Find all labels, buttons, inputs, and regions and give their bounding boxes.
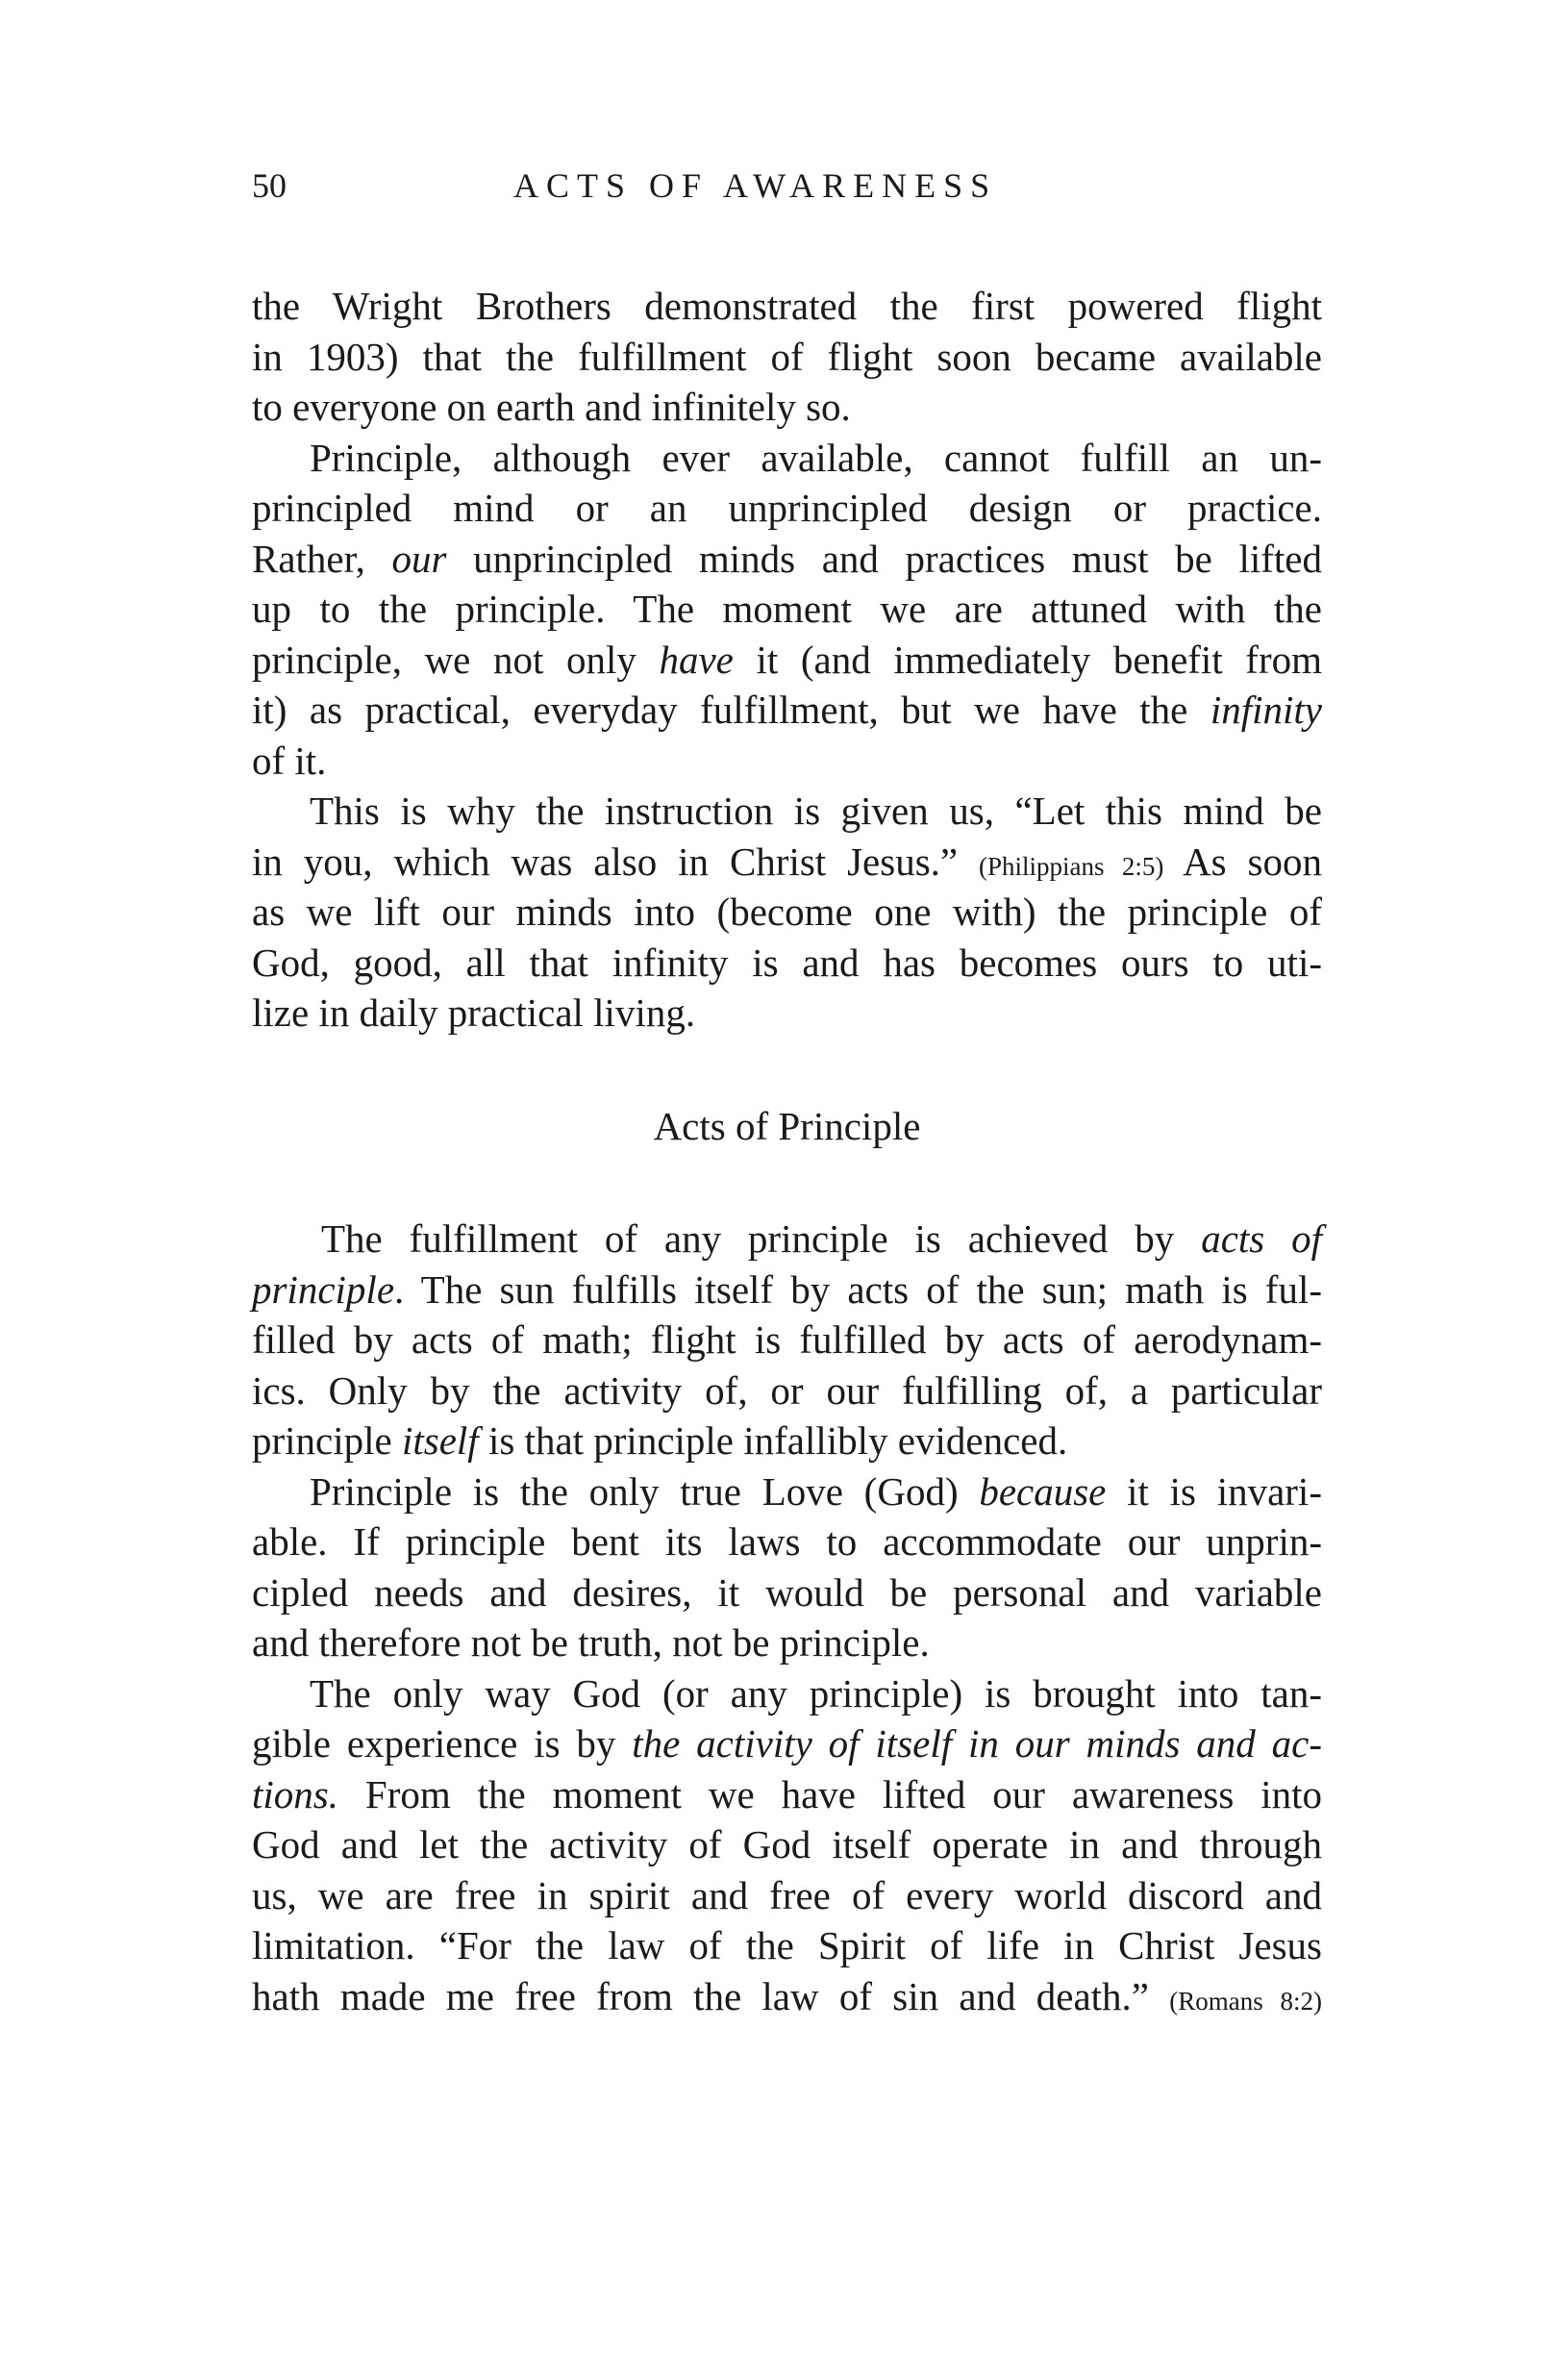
emphasis: tions. [252,1771,338,1816]
text-line: ics. Only by the activity of, or our fulfilling of, a particular [252,1367,1322,1413]
text-line: Rather, our unprincipled minds and practices must be lifted [252,536,1322,581]
text-line: tions. From the moment we have lifted our awareness into [252,1771,1322,1816]
emphasis: principle [252,1266,395,1312]
text-line: of it. [252,738,327,783]
paragraph-start-line: Principle, although ever available, cannot fulfill an un- [310,435,1322,480]
text-line: hath made me free from the law of sin and death.” (Romans 8:2) [252,1973,1322,2018]
text-line: in you, which was also in Christ Jesus.” (Philippians 2:5) As soon [252,839,1322,884]
text-line: limitation. “For the law of the Spirit of life in Christ Jesus [252,1923,1322,1967]
paragraph-start-line: The only way God (or any principle) is brought into tan- [310,1670,1322,1716]
text-line: filled by acts of math; flight is fulfilled by acts of aerodynam- [252,1317,1322,1362]
text-line: it) as practical, everyday fulfillment, but we have the infinity [252,688,1322,732]
emphasis: acts of [1201,1216,1322,1261]
text-line: in 1903) that the fulfillment of flight soon became available [252,334,1322,379]
section-heading: Acts of Principle [653,1104,921,1148]
text-line: principled mind or an unprincipled design or practice. [252,486,1322,530]
text-line: principle. The sun fulfills itself by acts of the sun; math is ful- [252,1266,1322,1312]
emphasis: because [979,1468,1107,1514]
scripture-citation: (Romans 8:2) [1169,1986,1322,2016]
page-number: 50 [252,166,287,205]
body-text-block-1 [252,281,1322,1039]
scripture-citation: (Philippians 2:5) [979,851,1164,881]
text-line: God, good, all that infinity is and has becomes ours to uti- [252,939,1322,985]
text-line: as we lift our minds into (become one with) the principle of [252,889,1322,934]
text-line: principle itself is that principle infallibly evidenced. [252,1418,1068,1463]
paragraph-start-line: This is why the instruction is given us, “Let this mind be [310,789,1322,833]
emphasis: infinity [1210,688,1322,732]
text-line: able. If principle bent its laws to accommodate our unprin- [252,1519,1322,1564]
running-head [252,162,1322,210]
text-line: up to the principle. The moment we are attuned with the [252,587,1322,631]
text-line: and therefore not be truth, not be principle. [252,1620,930,1665]
text-line: lize in daily practical living. [252,990,696,1035]
text-line: principle, we not only have it (and immediately benefit from [252,637,1323,682]
text-line: us, we are free in spirit and free of every world discord and [252,1872,1322,1917]
text-line: to everyone on earth and infinitely so. [252,385,851,429]
emphasis: have [659,637,734,682]
emphasis: itself [401,1418,479,1463]
emphasis: our [391,536,447,581]
text-line: God and let the activity of God itself operate in and through [252,1822,1322,1866]
text-line: the Wright Brothers demonstrated the first powered flight [252,284,1322,328]
running-title: ACTS OF AWARENESS [513,166,998,205]
text-line: gible experience is by the activity of itself in our minds and ac- [252,1721,1322,1766]
paragraph-start-line: Principle is the only true Love (God) because it is invari- [310,1468,1322,1514]
body-text-block-2 [252,1214,1322,2021]
emphasis: the activity of itself in our minds and ac- [632,1721,1322,1766]
text-line: cipled needs and desires, it would be personal and variable [252,1569,1322,1615]
paragraph-start-line: The fulfillment of any principle is achieved by acts of [321,1216,1322,1261]
